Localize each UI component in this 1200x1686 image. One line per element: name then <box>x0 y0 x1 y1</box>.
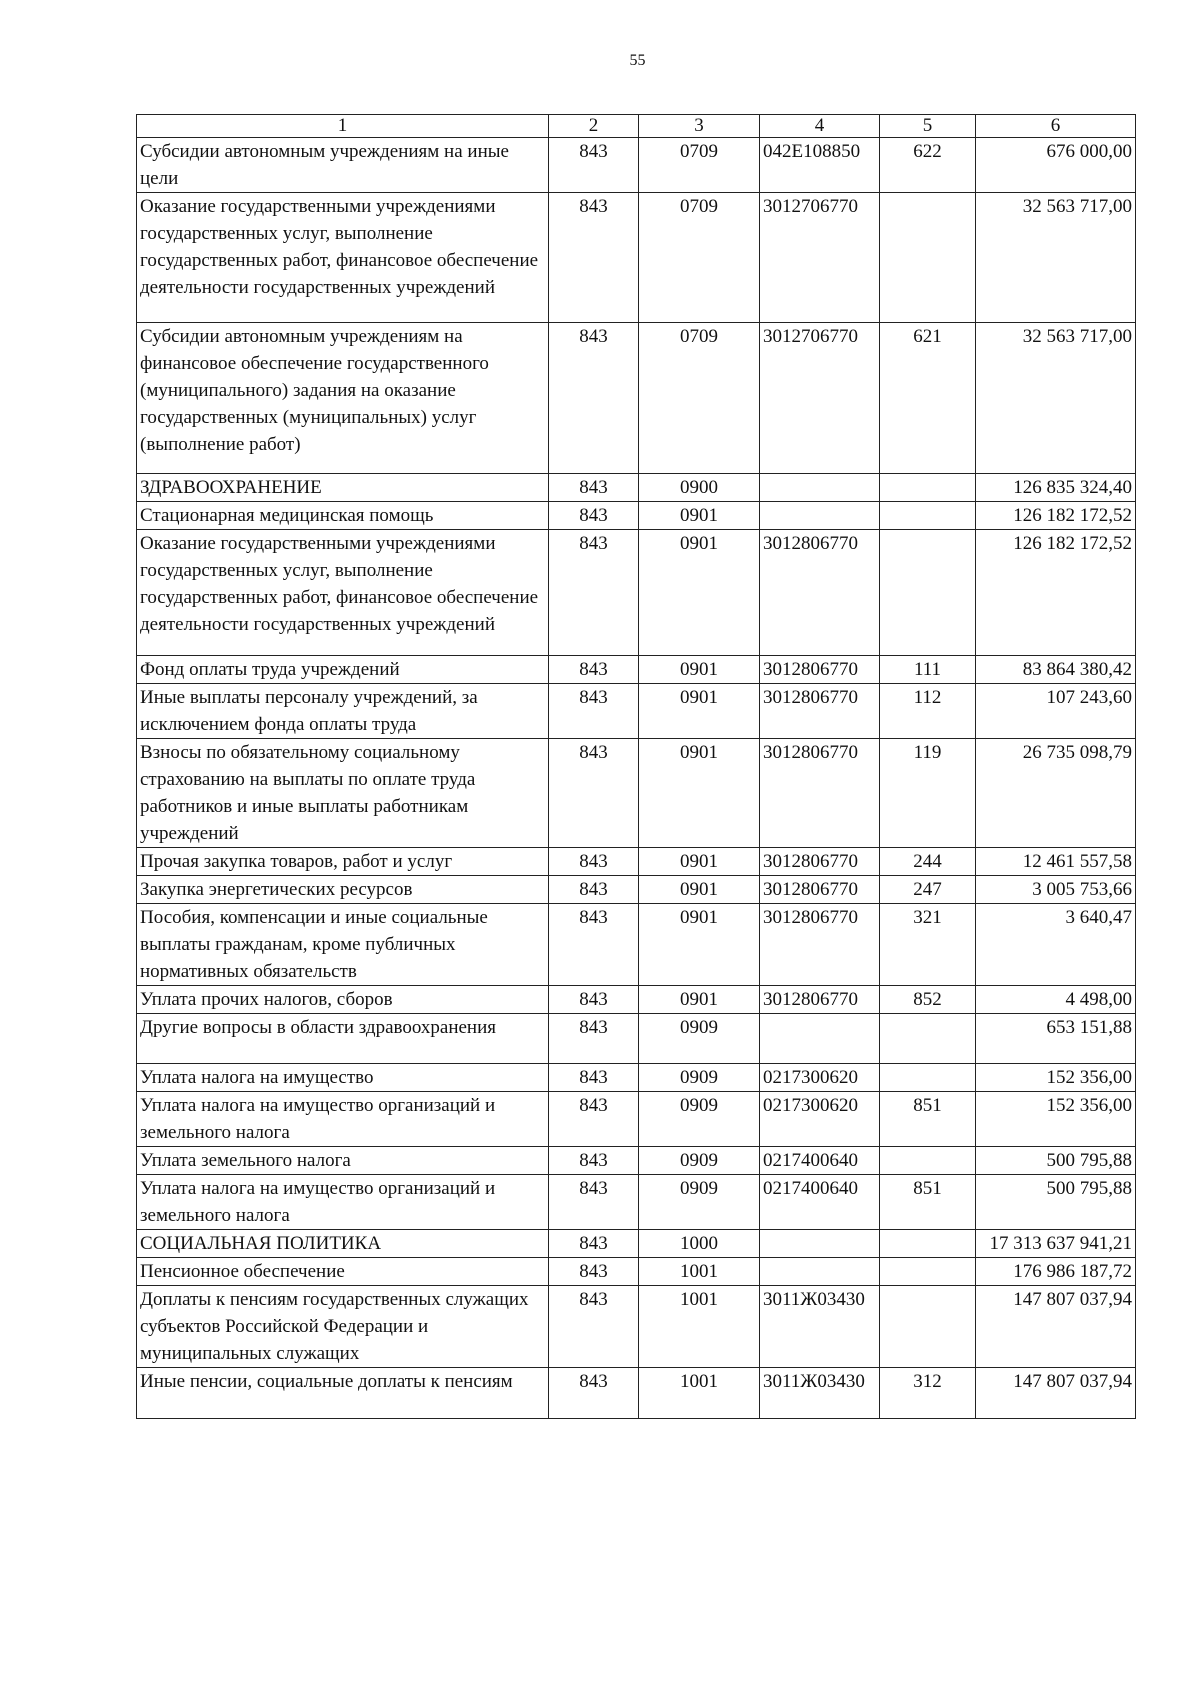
row-name-cell: Пенсионное обеспечение <box>137 1258 549 1286</box>
section-code-cell: 0909 <box>639 1014 760 1064</box>
table-row <box>137 656 1136 684</box>
target-article-cell <box>760 502 880 530</box>
ministry-code-cell: 843 <box>549 904 639 986</box>
table-row <box>137 1064 1136 1092</box>
ministry-code-cell: 843 <box>549 684 639 739</box>
expense-type-cell <box>880 474 976 502</box>
ministry-code-cell: 843 <box>549 1147 639 1175</box>
row-name-cell: Доплаты к пенсиям государственных служащих субъектов Российской Федерации и муниципальных служащих <box>137 1286 549 1368</box>
section-code-cell: 0709 <box>639 193 760 323</box>
budget-table <box>136 114 1136 1419</box>
amount-cell: 676 000,00 <box>976 138 1136 193</box>
section-code-cell: 0901 <box>639 904 760 986</box>
amount-cell: 126 182 172,52 <box>976 530 1136 656</box>
expense-type-cell: 247 <box>880 876 976 904</box>
target-article-cell: 3012806770 <box>760 739 880 848</box>
row-name-cell: Закупка энергетических ресурсов <box>137 876 549 904</box>
row-name-cell: Субсидии автономным учреждениям на финансовое обеспечение государственного (муниципального) задания на оказание государственных (муниципальных) услуг (выполнение работ) <box>137 323 549 474</box>
ministry-code-cell: 843 <box>549 323 639 474</box>
table-row <box>137 502 1136 530</box>
table-row <box>137 1230 1136 1258</box>
table-row <box>137 323 1136 474</box>
column-header: 3 <box>639 115 760 138</box>
row-name-cell: Стационарная медицинская помощь <box>137 502 549 530</box>
target-article-cell: 3012806770 <box>760 904 880 986</box>
amount-cell: 147 807 037,94 <box>976 1368 1136 1419</box>
section-code-cell: 0901 <box>639 848 760 876</box>
target-article-cell: 0217400640 <box>760 1147 880 1175</box>
table-row <box>137 986 1136 1014</box>
expense-type-cell: 321 <box>880 904 976 986</box>
expense-type-cell <box>880 1230 976 1258</box>
amount-cell: 126 182 172,52 <box>976 502 1136 530</box>
expense-type-cell <box>880 530 976 656</box>
table-row <box>137 848 1136 876</box>
section-code-cell: 0901 <box>639 876 760 904</box>
expense-type-cell: 111 <box>880 656 976 684</box>
expense-type-cell: 119 <box>880 739 976 848</box>
expense-type-cell: 244 <box>880 848 976 876</box>
table-row <box>137 1368 1136 1419</box>
amount-cell: 3 005 753,66 <box>976 876 1136 904</box>
ministry-code-cell: 843 <box>549 1064 639 1092</box>
row-name-cell: Уплата налога на имущество организаций и земельного налога <box>137 1175 549 1230</box>
ministry-code-cell: 843 <box>549 1230 639 1258</box>
row-name-cell: Уплата налога на имущество <box>137 1064 549 1092</box>
target-article-cell: 3012806770 <box>760 986 880 1014</box>
amount-cell: 107 243,60 <box>976 684 1136 739</box>
amount-cell: 3 640,47 <box>976 904 1136 986</box>
ministry-code-cell: 843 <box>549 193 639 323</box>
row-name-cell: СОЦИАЛЬНАЯ ПОЛИТИКА <box>137 1230 549 1258</box>
section-code-cell: 0901 <box>639 502 760 530</box>
table-body <box>137 138 1136 1419</box>
row-name-cell: Уплата земельного налога <box>137 1147 549 1175</box>
ministry-code-cell: 843 <box>549 1175 639 1230</box>
target-article-cell: 042Е108850 <box>760 138 880 193</box>
table-row <box>137 1092 1136 1147</box>
amount-cell: 83 864 380,42 <box>976 656 1136 684</box>
target-article-cell: 3012806770 <box>760 656 880 684</box>
table-row <box>137 876 1136 904</box>
expense-type-cell: 852 <box>880 986 976 1014</box>
amount-cell: 500 795,88 <box>976 1147 1136 1175</box>
ministry-code-cell: 843 <box>549 474 639 502</box>
table-row <box>137 684 1136 739</box>
target-article-cell: 0217300620 <box>760 1064 880 1092</box>
ministry-code-cell: 843 <box>549 1092 639 1147</box>
section-code-cell: 0901 <box>639 986 760 1014</box>
table-row <box>137 1147 1136 1175</box>
row-name-cell: ЗДРАВООХРАНЕНИЕ <box>137 474 549 502</box>
ministry-code-cell: 843 <box>549 656 639 684</box>
row-name-cell: Фонд оплаты труда учреждений <box>137 656 549 684</box>
row-name-cell: Оказание государственными учреждениями государственных услуг, выполнение государственных работ, финансовое обеспечение деятельности государственных учреждений <box>137 193 549 323</box>
expense-type-cell <box>880 1147 976 1175</box>
section-code-cell: 1001 <box>639 1368 760 1419</box>
row-name-cell: Взносы по обязательному социальному страхованию на выплаты по оплате труда работников и иные выплаты работникам учреждений <box>137 739 549 848</box>
section-code-cell: 0909 <box>639 1092 760 1147</box>
target-article-cell: 0217300620 <box>760 1092 880 1147</box>
table-row <box>137 474 1136 502</box>
amount-cell: 32 563 717,00 <box>976 323 1136 474</box>
row-name-cell: Пособия, компенсации и иные социальные выплаты гражданам, кроме публичных нормативных обязательств <box>137 904 549 986</box>
section-code-cell: 0901 <box>639 684 760 739</box>
ministry-code-cell: 843 <box>549 1014 639 1064</box>
target-article-cell: 3012706770 <box>760 323 880 474</box>
table-header-row <box>137 115 1136 138</box>
ministry-code-cell: 843 <box>549 138 639 193</box>
page-number: 55 <box>629 52 646 69</box>
ministry-code-cell: 843 <box>549 1368 639 1419</box>
row-name-cell: Другие вопросы в области здравоохранения <box>137 1014 549 1064</box>
expense-type-cell <box>880 193 976 323</box>
table-row <box>137 1258 1136 1286</box>
ministry-code-cell: 843 <box>549 876 639 904</box>
expense-type-cell: 851 <box>880 1092 976 1147</box>
ministry-code-cell: 843 <box>549 1258 639 1286</box>
target-article-cell: 3011Ж03430 <box>760 1286 880 1368</box>
table-row <box>137 1014 1136 1064</box>
target-article-cell: 3012806770 <box>760 848 880 876</box>
amount-cell: 4 498,00 <box>976 986 1136 1014</box>
section-code-cell: 1001 <box>639 1286 760 1368</box>
amount-cell: 26 735 098,79 <box>976 739 1136 848</box>
expense-type-cell: 621 <box>880 323 976 474</box>
section-code-cell: 0709 <box>639 323 760 474</box>
row-name-cell: Уплата налога на имущество организаций и земельного налога <box>137 1092 549 1147</box>
table-row <box>137 530 1136 656</box>
section-code-cell: 0901 <box>639 739 760 848</box>
target-article-cell <box>760 474 880 502</box>
amount-cell: 12 461 557,58 <box>976 848 1136 876</box>
ministry-code-cell: 843 <box>549 530 639 656</box>
expense-type-cell <box>880 1014 976 1064</box>
target-article-cell <box>760 1230 880 1258</box>
row-name-cell: Уплата прочих налогов, сборов <box>137 986 549 1014</box>
column-header: 1 <box>137 115 549 138</box>
ministry-code-cell: 843 <box>549 848 639 876</box>
column-header: 2 <box>549 115 639 138</box>
table-row <box>137 1175 1136 1230</box>
amount-cell: 152 356,00 <box>976 1064 1136 1092</box>
section-code-cell: 0909 <box>639 1064 760 1092</box>
expense-type-cell: 851 <box>880 1175 976 1230</box>
row-name-cell: Иные выплаты персоналу учреждений, за исключением фонда оплаты труда <box>137 684 549 739</box>
target-article-cell: 0217400640 <box>760 1175 880 1230</box>
target-article-cell: 3012806770 <box>760 530 880 656</box>
ministry-code-cell: 843 <box>549 502 639 530</box>
amount-cell: 147 807 037,94 <box>976 1286 1136 1368</box>
section-code-cell: 0901 <box>639 530 760 656</box>
amount-cell: 176 986 187,72 <box>976 1258 1136 1286</box>
table-row <box>137 739 1136 848</box>
amount-cell: 17 313 637 941,21 <box>976 1230 1136 1258</box>
ministry-code-cell: 843 <box>549 739 639 848</box>
table-row <box>137 904 1136 986</box>
amount-cell: 653 151,88 <box>976 1014 1136 1064</box>
expense-type-cell <box>880 1286 976 1368</box>
column-header: 4 <box>760 115 880 138</box>
amount-cell: 152 356,00 <box>976 1092 1136 1147</box>
section-code-cell: 0909 <box>639 1175 760 1230</box>
row-name-cell: Субсидии автономным учреждениям на иные цели <box>137 138 549 193</box>
amount-cell: 126 835 324,40 <box>976 474 1136 502</box>
section-code-cell: 0900 <box>639 474 760 502</box>
target-article-cell <box>760 1258 880 1286</box>
column-header: 6 <box>976 115 1136 138</box>
expense-type-cell: 312 <box>880 1368 976 1419</box>
table-row <box>137 1286 1136 1368</box>
amount-cell: 500 795,88 <box>976 1175 1136 1230</box>
target-article-cell: 3012806770 <box>760 876 880 904</box>
row-name-cell: Прочая закупка товаров, работ и услуг <box>137 848 549 876</box>
expense-type-cell: 112 <box>880 684 976 739</box>
target-article-cell: 3012706770 <box>760 193 880 323</box>
expense-type-cell <box>880 1064 976 1092</box>
expense-type-cell <box>880 502 976 530</box>
expense-type-cell <box>880 1258 976 1286</box>
row-name-cell: Оказание государственными учреждениями государственных услуг, выполнение государственных работ, финансовое обеспечение деятельности государственных учреждений <box>137 530 549 656</box>
section-code-cell: 1001 <box>639 1258 760 1286</box>
amount-cell: 32 563 717,00 <box>976 193 1136 323</box>
target-article-cell: 3011Ж03430 <box>760 1368 880 1419</box>
section-code-cell: 1000 <box>639 1230 760 1258</box>
table-row <box>137 138 1136 193</box>
table-row <box>137 193 1136 323</box>
expense-type-cell: 622 <box>880 138 976 193</box>
ministry-code-cell: 843 <box>549 1286 639 1368</box>
section-code-cell: 0901 <box>639 656 760 684</box>
section-code-cell: 0709 <box>639 138 760 193</box>
column-header: 5 <box>880 115 976 138</box>
section-code-cell: 0909 <box>639 1147 760 1175</box>
target-article-cell: 3012806770 <box>760 684 880 739</box>
row-name-cell: Иные пенсии, социальные доплаты к пенсиям <box>137 1368 549 1419</box>
ministry-code-cell: 843 <box>549 986 639 1014</box>
target-article-cell <box>760 1014 880 1064</box>
